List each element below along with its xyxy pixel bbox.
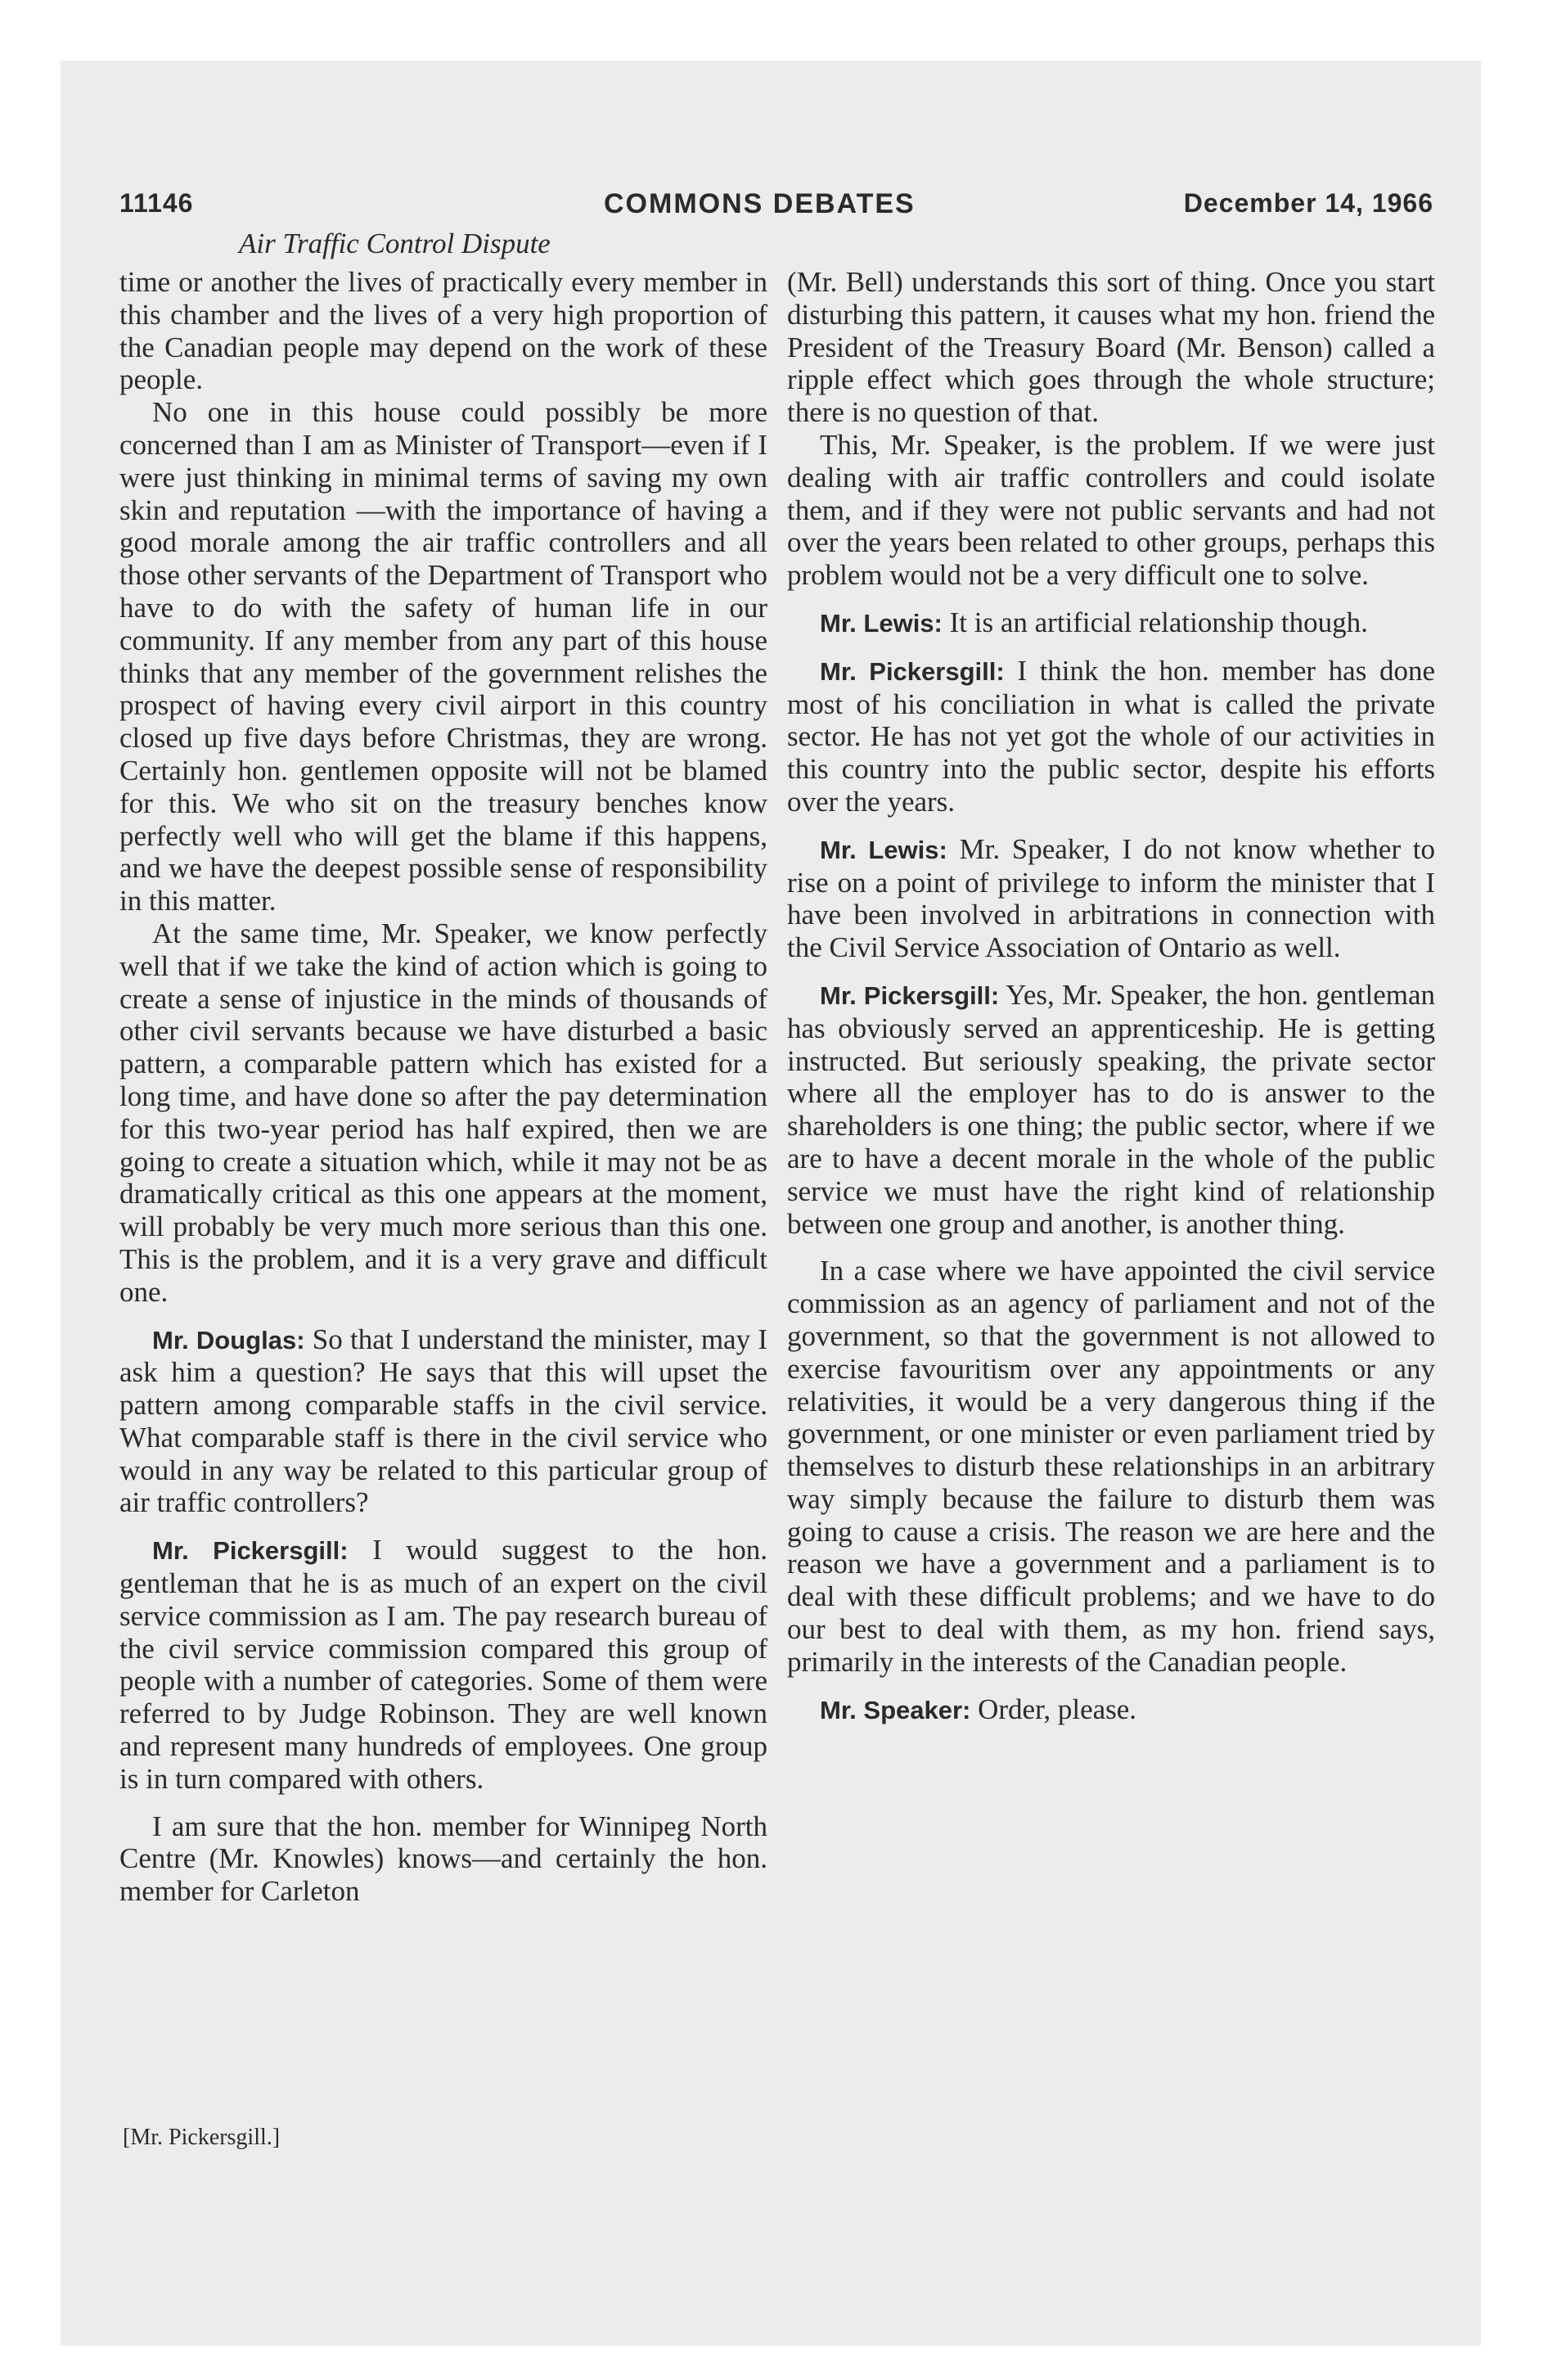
paragraph: In a case where we have appointed the civil service commission as an agency of parliament and not of the government, so that the government is not allowed to exercise favouritism over any appointments or any relativities, it would be a very dangerous thing if the government, or one minister or even parliament tried by themselves to disturb these relationships in an arbitrary way simply because the failure to disturb them was going to cause a crisis. The reason we are here and the reason we have a government and a parliament is to deal with these difficult problems; and we have to do our best to deal with them, as my hon. friend says, primarily in the interests of the Canadian people. [787, 1255, 1435, 1678]
speaker-name: Mr. Lewis: [820, 608, 943, 638]
speaker-name: Mr. Pickersgill: [820, 656, 1005, 686]
paragraph: This, Mr. Speaker, is the problem. If we were just dealing with air traffic controllers and could isolate them, and if they were not public servants and had not over the years been related to other groups, perhaps this problem would not be a very difficult one to solve. [787, 428, 1435, 592]
speech-text: Mr. Speaker, I do not know whether to rise on a point of privilege to inform the minister that I have been involved in arbitrations in connection with the Civil Service Association of Ontario as well. [787, 832, 1435, 964]
speaker-name: Mr. Douglas: [152, 1325, 305, 1355]
paragraph: At the same time, Mr. Speaker, we know perfectly well that if we take the kind of action which is going to create a sense of injustice in the minds of thousands of other civil servants because we have disturbed a basic pattern, a comparable pattern which has existed for a long time, and have done so after the pay determination for this two-year period has half expired, then we are going to create a situation which, while it may not be as dramatically critical as this one appears at the moment, will probably be very much more serious than this one. This is the problem, and it is a very grave and difficult one. [119, 917, 767, 1308]
speaker-name: Mr. Speaker: [820, 1695, 971, 1724]
speaker-name: Mr. Pickersgill: [152, 1536, 349, 1566]
speech-paragraph [787, 655, 1435, 818]
page-footer: [Mr. Pickersgill.] [123, 2125, 281, 2150]
paragraph: No one in this house could possibly be more concerned than I am as Minister of Transport—even if I were just thinking in minimal terms of saving my own skin and reputation —with the importance of having a good morale among the air traffic controllers and all those other servants of the Department of Transport who have to do with the safety of human life in our community. If any member from any part of this house thinks that any member of the government relishes the prospect of having every civil airport in this country closed up five days before Christmas, they are wrong. Certainly hon. gentlemen opposite will not be blamed for this. We who sit on the treasury benches know perfectly well who will get the blame if this happens, and we have the deepest possible sense of responsibility in this matter. [119, 396, 767, 917]
speech-text: It is an artificial relationship though. [949, 606, 1368, 638]
right-column [787, 266, 1435, 1726]
speech-paragraph [787, 1693, 1435, 1727]
speech-text: Yes, Mr. Speaker, the hon. gentleman has obviously served an apprenticeship. He is getting instructed. But seriously speaking, the private sector where all the employer has to do is answer to the shareholders is one thing; the public sector, where if we are to have a decent morale in the whole of the public service we must have the right kind of relationship between one group and another, is another thing. [787, 978, 1435, 1240]
running-head: Air Traffic Control Dispute [239, 228, 551, 259]
speech-text: So that I understand the minister, may I ask him a question? He says that this will upset the pattern among comparable staffs in the civil service. What comparable staff is there in the civil service who would in any way be related to this particular group of air traffic controllers? [119, 1323, 768, 1519]
paragraph: I am sure that the hon. member for Winnipeg North Centre (Mr. Knowles) knows—and certainly the hon. member for Carleton [119, 1810, 767, 1908]
speech-text: Order, please. [978, 1693, 1137, 1725]
speech-text: I would suggest to the hon. gentleman that he is as much of an expert on the civil service commission as I am. The pay research bureau of the civil service commission compared this group of people with a number of categories. Some of them were referred to by Judge Robinson. They are well known and represent many hundreds of employees. One group is in turn compared with others. [119, 1534, 768, 1795]
left-column [119, 266, 767, 1908]
speaker-name: Mr. Lewis: [820, 835, 947, 864]
speech-text: I think the hon. member has done most of his conciliation in what is called the private sector. He has not yet got the whole of our activities in this country into the public sector, despite his efforts over the years. [787, 654, 1435, 818]
paragraph: time or another the lives of practically every member in this chamber and the lives of a very high proportion of the Canadian people may depend on the work of these people. [119, 266, 767, 396]
speech-paragraph [119, 1534, 767, 1795]
publication-date: December 14, 1966 [1183, 188, 1433, 218]
page-header [119, 185, 1437, 226]
speech-paragraph [787, 606, 1435, 640]
paragraph: (Mr. Bell) understands this sort of thing. Once you start disturbing this pattern, it causes what my hon. friend the President of the Treasury Board (Mr. Benson) called a ripple effect which goes through the whole structure; there is no question of that. [787, 266, 1435, 429]
speaker-name: Mr. Pickersgill: [820, 980, 1000, 1010]
page-number: 11146 [119, 188, 194, 218]
publication-title: COMMONS DEBATES [604, 188, 916, 219]
speech-paragraph [787, 833, 1435, 964]
speech-paragraph [787, 979, 1435, 1240]
speech-paragraph [119, 1323, 767, 1520]
